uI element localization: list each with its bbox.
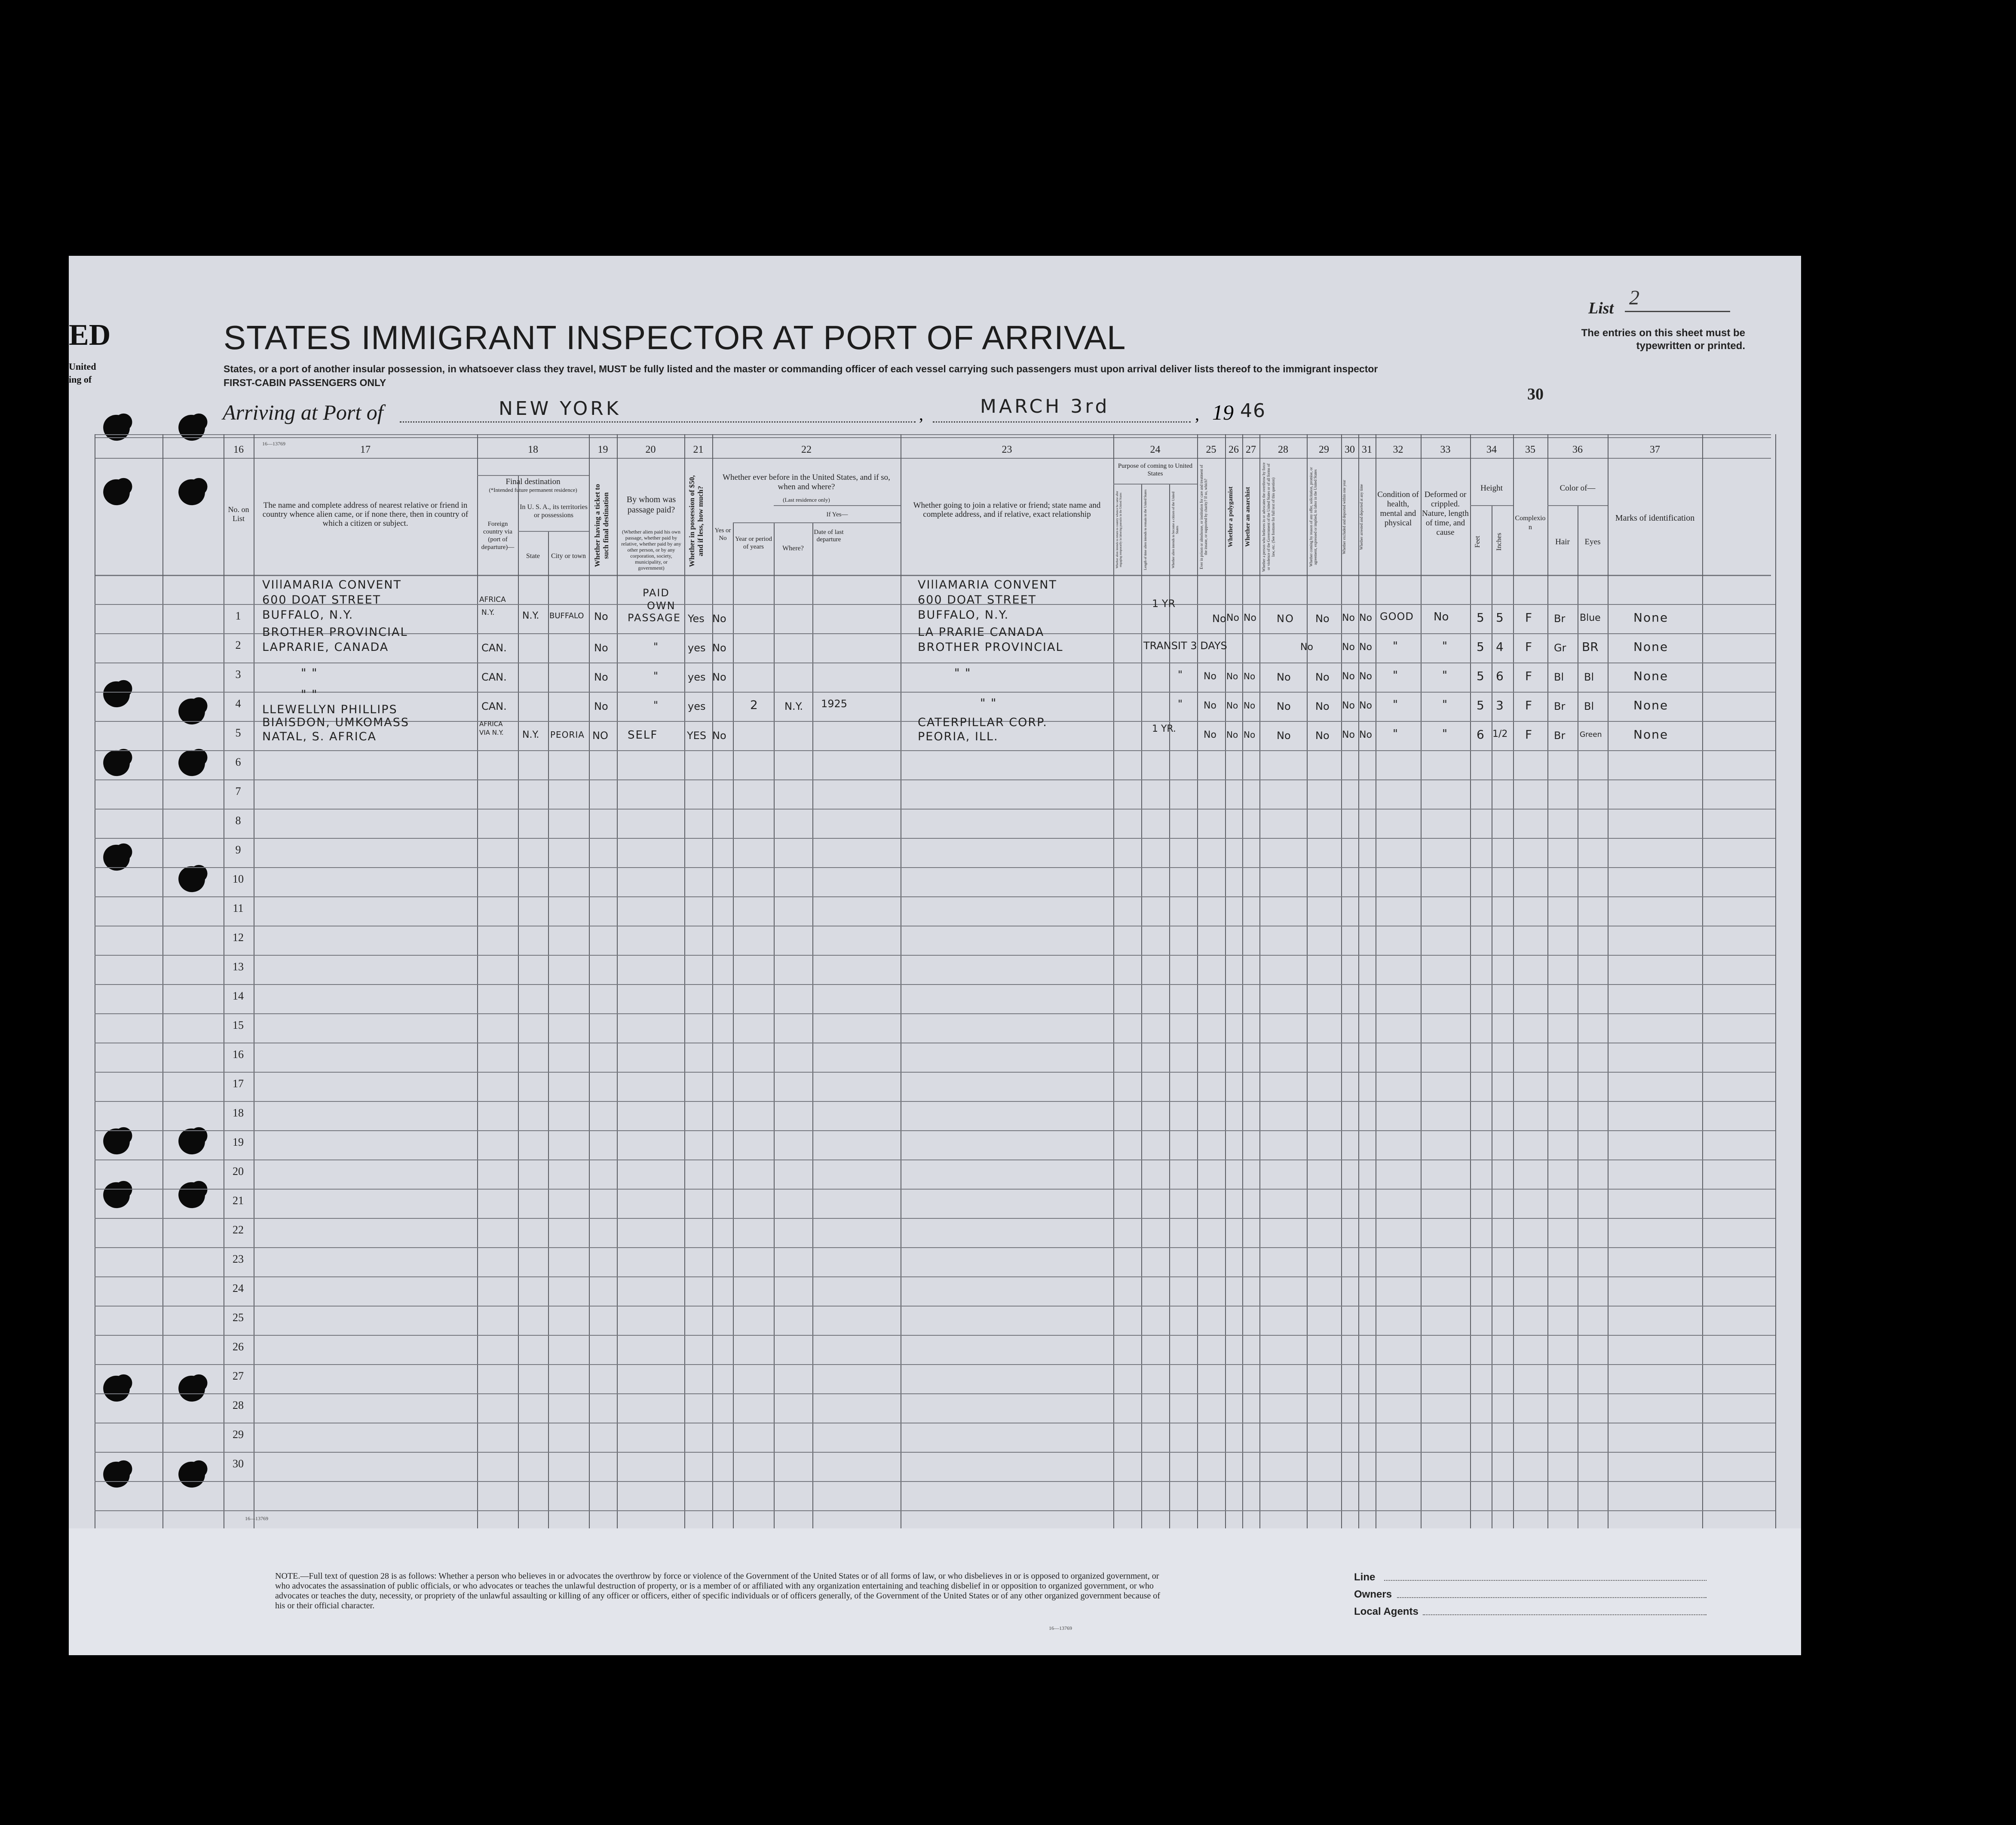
page-title: STATES IMMIGRANT INSPECTOR AT PORT OF ARRIVAL [224, 319, 1126, 356]
header-color-of: Color of— [1559, 484, 1596, 493]
typewritten-notice: The entries on this sheet must be typewritten or printed. [1581, 327, 1745, 352]
owners-label: Owners [1354, 1589, 1392, 1600]
sheet-number: 30 [1527, 385, 1544, 403]
header-ticket: Whether having a ticket to such final destination [593, 484, 610, 567]
header-fifty: Whether in possession of $50, and if less, how much? [688, 475, 705, 567]
list-underline [1625, 311, 1730, 312]
header-anarchist: Whether an anarchist [1244, 487, 1251, 547]
list-number: 2 [1629, 286, 1639, 309]
header-height: Height [1480, 484, 1503, 493]
list-label: List [1588, 299, 1614, 317]
subtitle-class: FIRST-CABIN PASSENGERS ONLY [224, 377, 386, 388]
header-state: State [526, 552, 540, 560]
arrival-date: MARCH 3rd [980, 396, 1110, 417]
header-health: Condition of health, mental and physical [1377, 490, 1419, 528]
line-label: Line [1354, 1571, 1376, 1583]
subtitle: States, or a port of another insular possession, in whatsoever class they travel, MUST be fully listed and the master or commanding officer of each vessel carrying such passengers must upon arrival deliver lists thereof to the immigrant inspector [224, 363, 1378, 374]
header-hair: Hair [1555, 537, 1570, 546]
header-foreign-country: Foreign country via (port of departure)— [481, 521, 515, 551]
header-feet: Feet [1474, 536, 1481, 548]
arrival-year: 46 [1240, 400, 1266, 422]
header-before-us: Whether ever before in the United States, and if so, when and where? [723, 473, 890, 491]
form-code: 16—13769 [262, 441, 285, 447]
header-year-period: Year or period of years [735, 536, 772, 550]
partial-text: United [69, 361, 96, 372]
partial-title: ED [69, 319, 111, 352]
header-join-relative: Whether going to join a relative or friend; state name and complete address, and if relative, exact relationship [913, 501, 1101, 519]
header-relative: The name and complete address of nearest relative or friend in country whence alien came, or if none there, then in country of which a citizen or subject. [262, 501, 469, 528]
header-complexion: Complexion [1515, 515, 1546, 531]
arrival-port: NEW YORK [499, 398, 621, 420]
partial-text: ing of [69, 374, 92, 385]
form-code: 16—13769 [245, 1515, 268, 1521]
local-agents-label: Local Agents [1354, 1606, 1419, 1617]
header-inches: Inches [1495, 533, 1503, 551]
arriving-label: Arriving at Port of [223, 400, 383, 424]
form-code: 16—13769 [1049, 1625, 1072, 1631]
header-city: City or town [551, 552, 586, 560]
header-question-28: Whether a person who believes in or advocates the overthrow by force or violence of the Government of the United States or of all forms of law, etc. (See footnote for full text of this question) [1262, 462, 1275, 572]
header-purpose: Purpose of coming to United States [1118, 463, 1193, 477]
header-deformed: Deformed or crippled. Nature, length of time, and cause [1422, 490, 1469, 537]
header-date-departure: Date of last departure [814, 529, 844, 543]
arrival-year-prefix: 19 [1212, 400, 1234, 424]
header-where: Where? [782, 545, 804, 552]
header-eyes: Eyes [1584, 537, 1601, 546]
header-polygamist: Whether a polygamist [1227, 486, 1234, 548]
header-marks: Marks of identification [1615, 513, 1695, 523]
header-yes-no: Yes or No [714, 527, 731, 542]
header-by-whom: By whom was passage paid? [626, 495, 676, 515]
header-no-on-list: No. on List [228, 505, 249, 523]
question-28-note: NOTE.—Full text of question 28 is as follows: Whether a person who believes in or advocates the overthrow by force or violence of the Government of the United States or of all forms of law, or who disbelieves in or is opposed to organized government, or who advocates the assassination of public officials, or who advocates or teaches the unlawful destruction of property, or is a member of or affiliated with any organization entertaining and teaching disbelief in or opposition to organized government, or who advocates or teaches the duty, necessity, or propriety of the unlawful assaulting or killing of any officer or officers, either of specific individuals or of officers generally, of the Government of the United States or of any other organized government because of his or their official character. [275, 1571, 1160, 1610]
header-final-destination: Final destination [506, 477, 561, 486]
manifest-sheet: ED United ing of 16—13769 STATES IMMIGRANT INSPECTOR AT PORT OF ARRIVAL States, or a port of another insular possession, in whatsoever class they travel, MUST be fully listed and the master or commanding officer of each vessel carrying such passengers must upon arrival deliver lists thereof to the immigrant inspector FIRST-CABIN PASSENGERS ONLY List 2 The entries on this sheet must be typewritten or printed. 30 Arriving at Port of NEW YORK , MARCH 3rd , 19 46 16 17 18 19 20 21 22 23 24 25 26 27 28 29 30 31 32 33 34 35 36 37 No. on List The name and complete address of nearest relative or friend in country whence alien came, or if none there, then in country of which a citizen or subject. Final destination (*Intended future permanent residence) Foreign country via (port of departure)— In U. S. A., its territories or possessions State City or town Whether having a ticket to such final destination By whom was passage paid? (Whether alien paid his own passage, whether paid by relative, whether paid by any other person, or by any corporation, society, municipality, or government) Whether in possession of $50, and if less, how much? Whether ever before in the United States, and if so, when and where? (Last residence only) Yes or No If Yes— Year or period of years Where? Date of last departure Whether going to join a relative or friend; state name and complete address, and if relative, exact relationship Purpose of coming to United States Whether alien intends to return to country whence he came after engaging temporarily in laboring pursuits in the United States Length of time alien intends to remain in the United States Whether alien intends to become a citizen of the United States Ever in prison or almshouse, or institution for care and treatment of the insane, or supported by charity? If so, which? Whether a polygamist Whether an anarchist Whether a person who believes in or advocates the overthrow by force or violence of the Government of the United States or of all forms of law, etc. (See footnote for full text of this question) Whether coming by reason of any offer, solicitation, promise, or agreement, expressed or implied, to labor in the United States Whether excluded and deported within one year Whether arrested and deported at any time Condition of health, mental and physical Deformed or crippled. Nature, length of time, and cause Height Feet Inches Complexion Color of— Hair Eyes Marks of identification 1 2 3 4 5 6 7 8 9 10 11 12 13 14 15 16 17 18 19 20 21 22 23 24 25 26 27 28 29 30 VIllAMARIA CONVENT 600 DOAT STREET BUFFALO, N.Y. AFRICA N.Y. N.Y. BUFFALO No PAID OWN PASSAGE Yes No VIllAMARIA CONVENT 600 DOAT STREET BUFFALO, N.Y. 1 YR No No No NO No No No GOOD No 5 5 F Br Blue None BROTHER PROVINCIAL LAPRARIE, CANADA CAN. No " yes No LA PRARIE CANADA BROTHER PROVINCIAL TRANSIT 3 DAYS No No No " " 5 4 F Gr BR None " " CAN. No " yes No " " " No No No No No No No " " 5 6 F Bl Bl None " " LLEWELLYN PHILLIPS CAN. No " yes 2 N.Y. 1925 " " " No No No No No No No " " 5 3 F Br Bl None BIAISDON, UMKOMASS NATAL, S. AFRICA AFRICA VIA N.Y. N.Y. PEORIA NO SELF YES No CATERPILLAR CORP. PEORIA, ILL. 1 YR. No No No No No No No " " 6 1/2 F Br Green None 16—13769 NOTE.—Full text of question 28 is as follows: Whether a person who believes in or advocates the overthrow by force or violence of the Government of the United States or of all forms of law, or who disbelieves in or is opposed to organized government, or who advocates the assassination of public officials, or who advocates or teaches the unlawful destruction of property, or is a member of or affiliated with any organization entertaining and teaching disbelief in or opposition to organized government, or who advocates or teaches the duty, necessity, or propriety of the unlawful assaulting or killing of any officer or officers, either of specific individuals or of officers generally, of the Government of the United States or of any other organized government because of his or their official character. 16—13769 Line Owners Local Agents [69, 256, 1801, 1655]
